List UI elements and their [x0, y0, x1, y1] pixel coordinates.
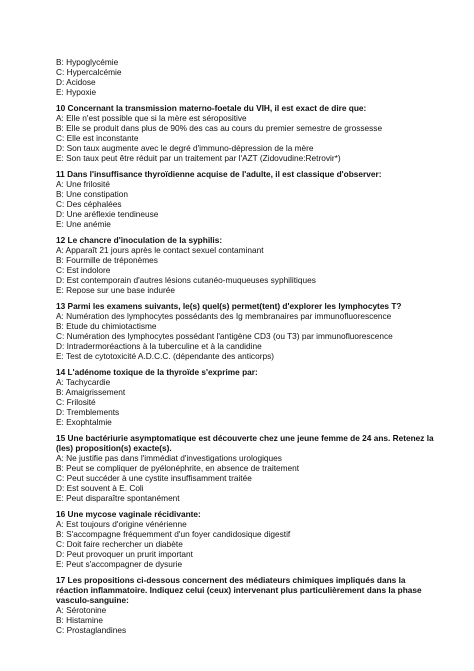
- option-line: C: Hypercalcémie: [56, 67, 122, 77]
- option-line: C: Elle est inconstante: [56, 133, 139, 143]
- option-line: E: Peut disparaître spontanément: [56, 493, 180, 503]
- option-line: E: Son taux peut être réduit par un traitement par l'AZT (Zidovudine:Retrovir*): [56, 153, 341, 163]
- question-12: [56, 235, 436, 295]
- option-line: E: Repose sur une base indurée: [56, 285, 176, 295]
- option-line: C: Prostaglandines: [56, 625, 127, 635]
- option-line: A: Numération des lymphocytes possédants des Ig membranaires par immunofluorescence: [56, 311, 392, 321]
- option-line: B: Une constipation: [56, 189, 128, 199]
- question-17: [56, 575, 436, 635]
- intro-options: [56, 57, 436, 97]
- question-14: [56, 367, 436, 427]
- option-line: A: Elle n'est possible que si la mère est séropositive: [56, 113, 247, 123]
- option-line: D: Son taux augmente avec le degré d'immuno-dépression de la mère: [56, 143, 314, 153]
- option-line: D: Une aréflexie tendineuse: [56, 209, 159, 219]
- question-title: 17 Les propositions ci-dessous concernent des médiateurs chimiques impliqués dans la réaction inflammatoire. Indiquez celui (ceux) intervenant plus particulièrement dans la phase vasculo-sanguine:: [56, 575, 422, 605]
- option-line: B: S'accompagne fréquemment d'un foyer candidosique digestif: [56, 529, 291, 539]
- document-page: [56, 57, 436, 641]
- option-line: C: Frilosité: [56, 397, 96, 407]
- option-line: B: Hypoglycémie: [56, 57, 119, 67]
- option-line: B: Histamine: [56, 615, 104, 625]
- question-title: 13 Parmi les examens suivants, le(s) quel(s) permet(tent) d'explorer les lymphocytes T?: [56, 301, 402, 311]
- option-line: B: Peut se compliquer de pyélonéphrite, en absence de traitement: [56, 463, 300, 473]
- option-line: B: Fourmille de tréponèmes: [56, 255, 158, 265]
- question-16: [56, 509, 436, 569]
- option-line: D: Peut provoquer un prurit important: [56, 549, 193, 559]
- option-line: E: Peut s'accompagner de dysurie: [56, 559, 183, 569]
- option-line: E: Hypoxie: [56, 87, 97, 97]
- question-11: [56, 169, 436, 229]
- option-line: B: Elle se produit dans plus de 90% des cas au cours du premier semestre de grossesse: [56, 123, 383, 133]
- option-line: C: Numération des lymphocytes possédant l'antigène CD3 (ou T3) par immunofluorescence: [56, 331, 393, 341]
- option-line: B: Amaigrissement: [56, 387, 126, 397]
- option-line: E: Une anémie: [56, 219, 111, 229]
- option-line: A: Sérotonine: [56, 605, 107, 615]
- option-line: A: Une frilosité: [56, 179, 110, 189]
- option-line: E: Test de cytotoxicité A.D.C.C. (dépendante des anticorps): [56, 351, 274, 361]
- question-title: 16 Une mycose vaginale récidivante:: [56, 509, 201, 519]
- option-line: D: Tremblements: [56, 407, 120, 417]
- question-10: [56, 103, 436, 163]
- question-title: 15 Une bactériurie asymptomatique est découverte chez une jeune femme de 24 ans. Retenez la (les) proposition(s) exacte(s).: [56, 433, 434, 453]
- option-line: A: Apparaît 21 jours après le contact sexuel contaminant: [56, 245, 264, 255]
- option-line: E: Exophtalmie: [56, 417, 112, 427]
- option-line: C: Est indolore: [56, 265, 111, 275]
- option-line: B: Etude du chimiotactisme: [56, 321, 157, 331]
- option-line: A: Ne justifie pas dans l'immédiat d'investigations urologiques: [56, 453, 282, 463]
- question-15: [56, 433, 436, 503]
- option-line: C: Peut succéder à une cystite insuffisamment traitée: [56, 473, 252, 483]
- option-line: A: Tachycardie: [56, 377, 111, 387]
- question-title: 11 Dans l'insuffisance thyroïdienne acquise de l'adulte, il est classique d'observer:: [56, 169, 382, 179]
- option-line: C: Doit faire rechercher un diabète: [56, 539, 183, 549]
- question-title: 12 Le chancre d'inoculation de la syphilis:: [56, 235, 223, 245]
- option-line: C: Des céphalées: [56, 199, 122, 209]
- option-line: D: Est contemporain d'autres lésions cutanéo-muqueuses syphilitiques: [56, 275, 316, 285]
- option-line: D: Intradermoréactions à la tuberculine et à la candidine: [56, 341, 262, 351]
- option-line: D: Est souvent à E. Coli: [56, 483, 144, 493]
- question-title: 10 Concernant la transmission materno-foetale du VIH, il est exact de dire que:: [56, 103, 367, 113]
- question-13: [56, 301, 436, 361]
- option-line: D: Acidose: [56, 77, 96, 87]
- question-title: 14 L'adénome toxique de la thyroïde s'exprime par:: [56, 367, 258, 377]
- option-line: A: Est toujours d'origine vénérienne: [56, 519, 187, 529]
